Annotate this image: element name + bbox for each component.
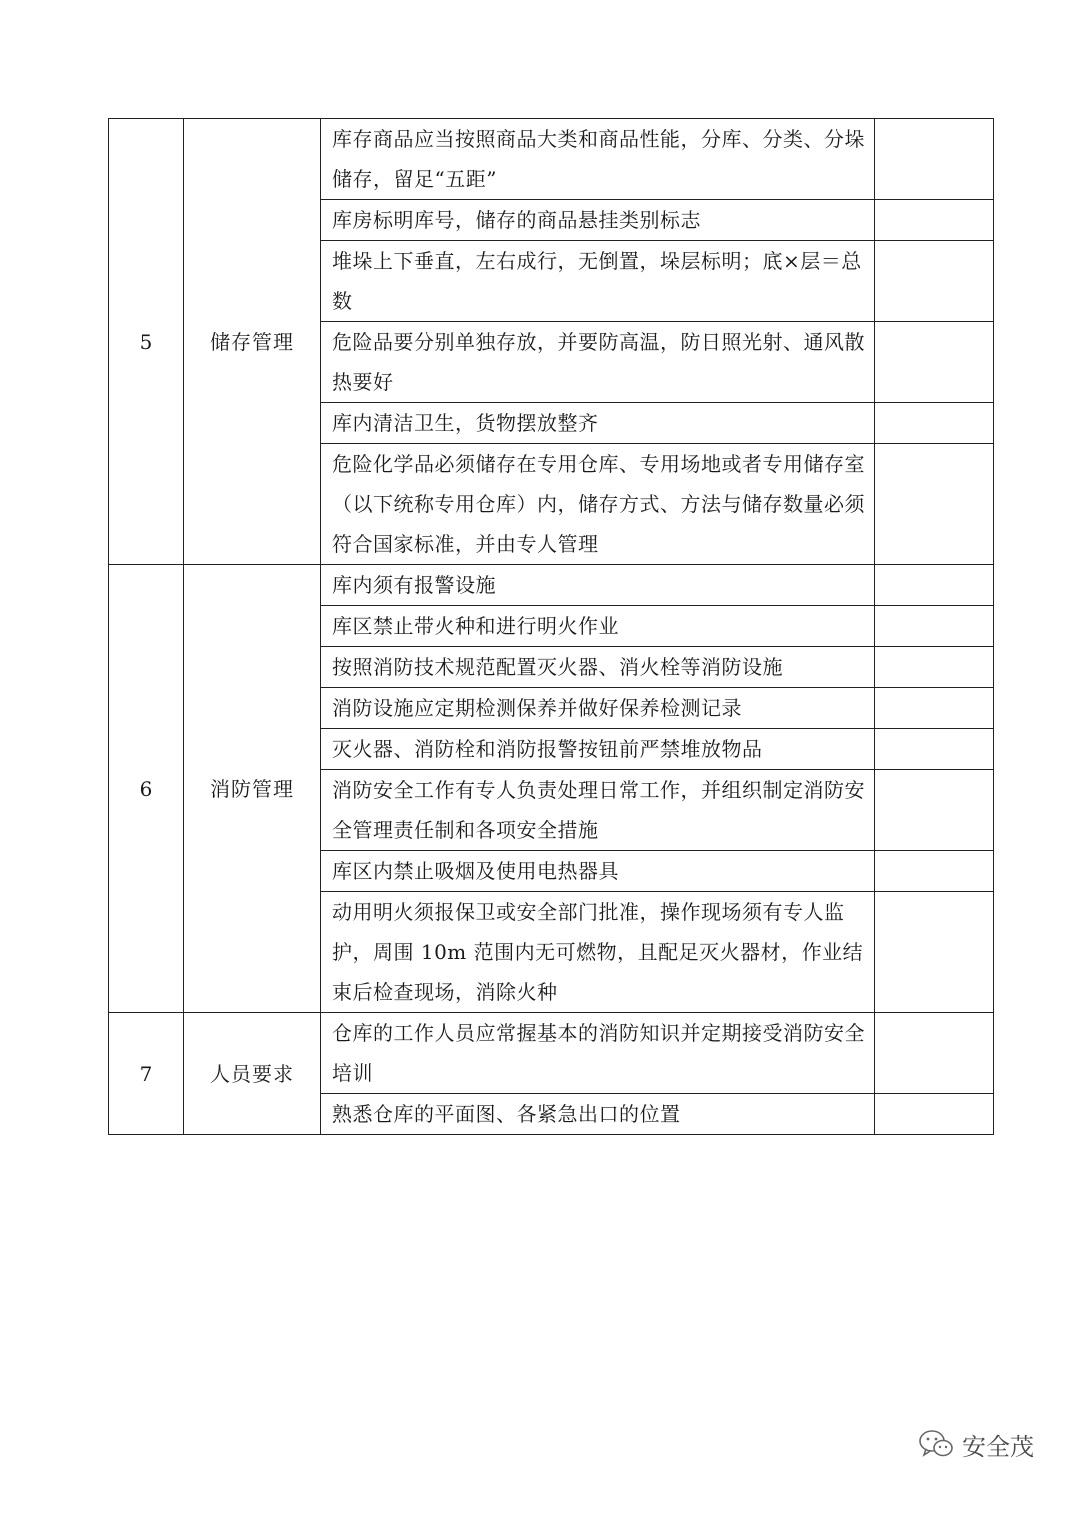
check-cell xyxy=(875,1013,994,1094)
check-cell xyxy=(875,322,994,403)
check-cell xyxy=(875,851,994,892)
check-item: 按照消防技术规范配置灭火器、消火栓等消防设施 xyxy=(321,647,875,688)
check-item: 库内须有报警设施 xyxy=(321,565,875,606)
section-category: 储存管理 xyxy=(184,119,321,565)
check-cell xyxy=(875,200,994,241)
check-item: 消防安全工作有专人负责处理日常工作，并组织制定消防安全管理责任制和各项安全措施 xyxy=(321,770,875,851)
check-item: 库区禁止带火种和进行明火作业 xyxy=(321,606,875,647)
check-cell xyxy=(875,565,994,606)
check-cell xyxy=(875,403,994,444)
watermark-text: 安全茂 xyxy=(962,1432,1034,1461)
section-number: 5 xyxy=(109,119,184,565)
check-cell xyxy=(875,1094,994,1135)
check-item: 熟悉仓库的平面图、各紧急出口的位置 xyxy=(321,1094,875,1135)
section-number: 7 xyxy=(109,1013,184,1135)
check-item: 堆垛上下垂直，左右成行，无倒置，垛层标明；底×层＝总数 xyxy=(321,241,875,322)
check-item: 库房标明库号，储存的商品悬挂类别标志 xyxy=(321,200,875,241)
check-item: 库区内禁止吸烟及使用电热器具 xyxy=(321,851,875,892)
check-item: 危险化学品必须储存在专用仓库、专用场地或者专用储存室（以下统称专用仓库）内，储存方式、方法与储存数量必须符合国家标准，并由专人管理 xyxy=(321,444,875,565)
watermark xyxy=(918,1422,1034,1466)
check-item: 动用明火须报保卫或安全部门批准，操作现场须有专人监护，周围 10m 范围内无可燃物，且配足灭火器材，作业结束后检查现场，消除火种 xyxy=(321,892,875,1013)
table-row xyxy=(109,119,994,200)
check-item: 库内清洁卫生，货物摆放整齐 xyxy=(321,403,875,444)
check-cell xyxy=(875,606,994,647)
check-cell xyxy=(875,241,994,322)
table-row xyxy=(109,1013,994,1094)
check-item: 消防设施应定期检测保养并做好保养检测记录 xyxy=(321,688,875,729)
check-cell xyxy=(875,444,994,565)
check-item: 库存商品应当按照商品大类和商品性能，分库、分类、分垛储存，留足“五距” xyxy=(321,119,875,200)
check-cell xyxy=(875,892,994,1013)
safety-checklist-table xyxy=(108,118,994,1135)
section-category: 人员要求 xyxy=(184,1013,321,1135)
wechat-icon xyxy=(918,1428,954,1460)
check-cell xyxy=(875,647,994,688)
table-row xyxy=(109,565,994,606)
check-item: 灭火器、消防栓和消防报警按钮前严禁堆放物品 xyxy=(321,729,875,770)
check-cell xyxy=(875,119,994,200)
check-cell xyxy=(875,770,994,851)
check-cell xyxy=(875,729,994,770)
check-cell xyxy=(875,688,994,729)
check-item: 危险品要分别单独存放，并要防高温，防日照光射、通风散热要好 xyxy=(321,322,875,403)
check-item: 仓库的工作人员应常握基本的消防知识并定期接受消防安全培训 xyxy=(321,1013,875,1094)
section-number: 6 xyxy=(109,565,184,1013)
section-category: 消防管理 xyxy=(184,565,321,1013)
